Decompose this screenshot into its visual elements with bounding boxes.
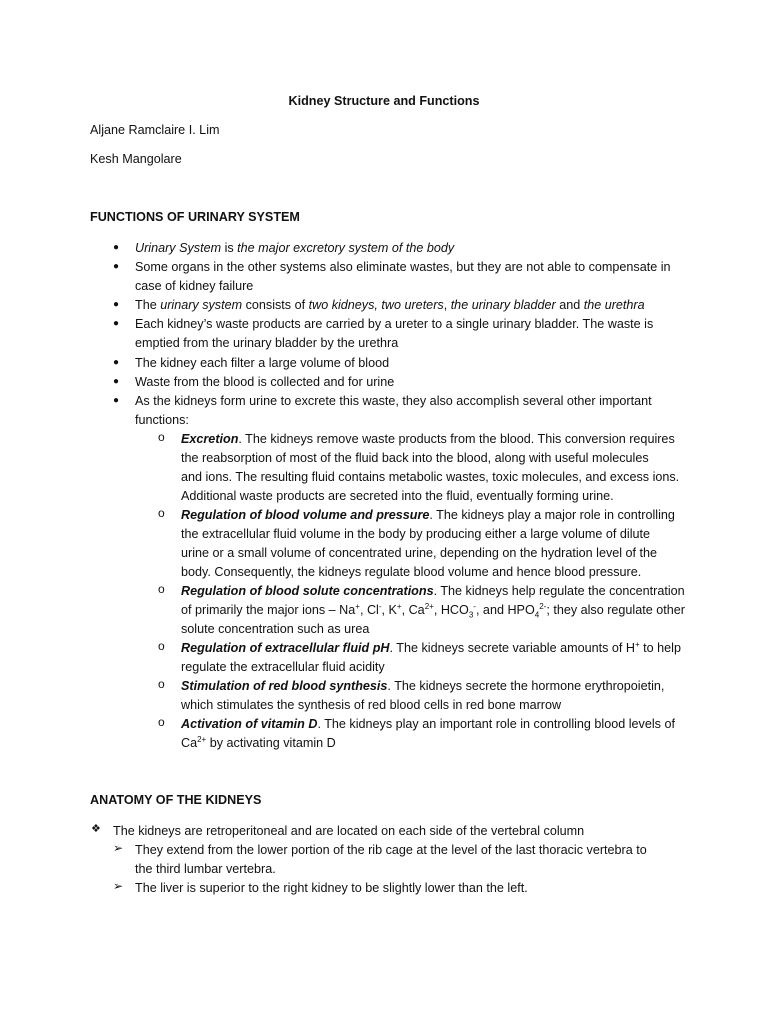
sub-list-item: Regulation of blood solute concentrations. The kidneys help regulate the concentration [181,584,685,598]
list-item: As the kidneys form urine to excrete this waste, they also accomplish several other important [135,394,652,408]
section-heading: FUNCTIONS OF URINARY SYSTEM [90,210,300,224]
diamond-bullet-icon: ❖ [91,823,101,835]
sub-list-item-continuation: urine or a small volume of concentrated urine, depending on the hydration level of the [181,546,658,560]
sub-list-item: Excretion. The kidneys remove waste products from the blood. This conversion requires [181,432,675,446]
sub-list-item: Regulation of blood volume and pressure. The kidneys play a major role in controlling [181,508,675,522]
bullet-icon: ● [112,261,120,272]
sub-list-item: Regulation of extracellular fluid pH. The kidneys secrete variable amounts of H+ to help [181,639,681,655]
circle-bullet-icon: o [158,639,165,653]
bullet-icon: ● [112,318,120,329]
list-item: The kidneys are retroperitoneal and are located on each side of the vertebral column [113,824,585,838]
circle-bullet-icon: o [158,582,165,596]
bullet-icon: ● [112,242,120,253]
sub-list-item-continuation: the reabsorption of most of the fluid back into the blood, along with useful molecules [181,451,649,465]
list-item: The urinary system consists of two kidneys, two ureters, the urinary bladder and the urethra [135,298,645,312]
list-item: Urinary System is the major excretory system of the body [135,241,455,255]
sub-list-item-continuation: the extracellular fluid volume in the body by producing either a large volume of dilute [181,527,651,541]
bullet-icon: ● [112,357,120,368]
sub-list-item-continuation: solute concentration such as urea [181,622,370,636]
list-item: Each kidney’s waste products are carried by a ureter to a single urinary bladder. The waste is [135,317,654,331]
bullet-icon: ● [112,376,120,387]
sub-list-item: Stimulation of red blood synthesis. The kidneys secrete the hormone erythropoietin, [181,679,665,693]
list-item: The kidney each filter a large volume of blood [135,356,390,370]
list-item-continuation: case of kidney failure [135,279,254,293]
sub-list-item-continuation: which stimulates the synthesis of red blood cells in red bone marrow [181,698,562,712]
circle-bullet-icon: o [158,430,165,444]
sub-list-item-continuation: Additional waste products are secreted into the fluid, eventually forming urine. [181,489,614,503]
bullet-icon: ● [112,395,120,406]
section-heading: ANATOMY OF THE KIDNEYS [90,793,262,807]
bullet-icon: ● [112,299,120,310]
circle-bullet-icon: o [158,677,165,691]
circle-bullet-icon: o [158,715,165,729]
circle-bullet-icon: o [158,506,165,520]
arrow-bullet-icon: ➢ [113,841,124,855]
sub-list-item: Activation of vitamin D. The kidneys play an important role in controlling blood levels of [181,717,675,731]
sub-list-item-continuation: the third lumbar vertebra. [135,862,276,876]
sub-list-item-continuation: regulate the extracellular fluid acidity [181,660,385,674]
sub-list-item-continuation: body. Consequently, the kidneys regulate blood volume and hence blood pressure. [181,565,642,579]
list-item: Waste from the blood is collected and for urine [135,375,395,389]
sub-list-item: They extend from the lower portion of the rib cage at the level of the last thoracic vertebra to [135,843,647,857]
sub-list-item: The liver is superior to the right kidney to be slightly lower than the left. [135,881,528,895]
arrow-bullet-icon: ➢ [113,879,124,893]
sub-list-item-continuation: $Ca^{2+}$ by activating vitamin D [181,734,336,750]
author-name: Kesh Mangolare [90,152,182,166]
list-item: Some organs in the other systems also eliminate wastes, but they are not able to compensate in [135,260,671,274]
author-name: Aljane Ramclaire I. Lim [90,123,220,137]
sub-list-item-continuation: and ions. The resulting fluid contains metabolic wastes, toxic molecules, and excess ions. [181,470,680,484]
list-item-continuation: emptied from the urinary bladder by the urethra [135,336,399,350]
document-title: Kidney Structure and Functions [288,94,480,108]
list-item-continuation: functions: [135,413,189,427]
sub-list-item-continuation: of primarily the major ions – Na+, Cl-, K+, $Ca^{2+}$, $HCO_3^-$, and $HPO_4^{2-}$; they also regulate other [181,601,685,620]
